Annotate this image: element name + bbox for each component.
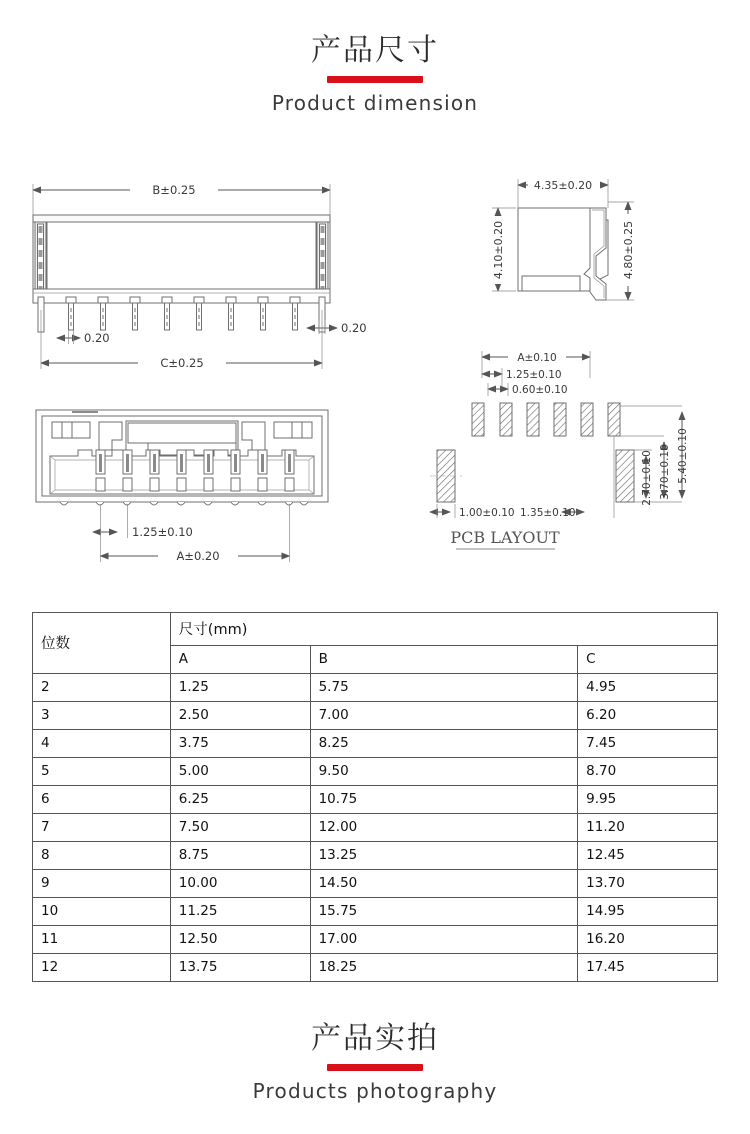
cell-positions: 9 <box>33 870 171 898</box>
dimension-table-body <box>33 674 718 982</box>
table-header-row-group <box>33 613 718 646</box>
header-col-c: C <box>578 646 718 674</box>
cell-b: 9.50 <box>310 758 578 786</box>
cell-positions: 10 <box>33 898 171 926</box>
drawings-svg <box>0 160 750 590</box>
dim-label-mount-offset-1: 2.70±0.10 <box>641 450 653 506</box>
header-col-a: A <box>170 646 310 674</box>
technical-drawings-panel <box>0 160 750 590</box>
cell-positions: 7 <box>33 814 171 842</box>
cell-a: 8.75 <box>170 842 310 870</box>
cell-b: 14.50 <box>310 870 578 898</box>
heading-title-en: Product dimension <box>271 90 479 115</box>
cell-positions: 11 <box>33 926 171 954</box>
dim-label-a-bottom: A±0.20 <box>176 549 220 563</box>
heading-underline-bar <box>327 1064 423 1071</box>
cell-b: 13.25 <box>310 842 578 870</box>
product-dimension-heading <box>0 32 750 115</box>
cell-b: 7.00 <box>310 702 578 730</box>
table-row <box>33 730 718 758</box>
dim-label-edge-offset: 1.35±0.10 <box>520 507 576 519</box>
cell-positions: 6 <box>33 786 171 814</box>
header-col-b: B <box>310 646 578 674</box>
cell-c: 11.20 <box>578 814 718 842</box>
cell-c: 17.45 <box>578 954 718 982</box>
cell-a: 3.75 <box>170 730 310 758</box>
table-row <box>33 870 718 898</box>
cell-a: 10.00 <box>170 870 310 898</box>
cell-a: 7.50 <box>170 814 310 842</box>
front-view-drawing <box>33 181 367 371</box>
table-row <box>33 674 718 702</box>
dim-label-depth: 4.35±0.20 <box>533 179 593 192</box>
dimension-table-container <box>32 612 718 982</box>
dim-label-pad-span: A±0.10 <box>517 352 557 364</box>
cell-c: 13.70 <box>578 870 718 898</box>
cell-b: 10.75 <box>310 786 578 814</box>
dim-label-b: B±0.25 <box>152 183 196 197</box>
cell-a: 11.25 <box>170 898 310 926</box>
cell-positions: 2 <box>33 674 171 702</box>
header-positions: 位数 <box>33 613 171 674</box>
dim-label-pitch-pcb: 1.25±0.10 <box>506 369 562 381</box>
dim-label-pin-thickness: 0.20 <box>84 331 110 345</box>
cell-positions: 4 <box>33 730 171 758</box>
cell-c: 6.20 <box>578 702 718 730</box>
dim-label-mount-offset-3: 5.40±0.10 <box>677 428 689 484</box>
table-row <box>33 898 718 926</box>
cell-b: 8.25 <box>310 730 578 758</box>
heading-underline-bar <box>327 76 423 83</box>
cell-c: 9.95 <box>578 786 718 814</box>
cell-positions: 8 <box>33 842 171 870</box>
table-row <box>33 758 718 786</box>
table-row <box>33 814 718 842</box>
dim-label-pitch-bottom: 1.25±0.10 <box>132 525 193 539</box>
table-row <box>33 702 718 730</box>
table-row <box>33 786 718 814</box>
bottom-view-drawing <box>36 410 328 564</box>
dim-label-post-thickness: 0.20 <box>341 321 367 335</box>
cell-c: 7.45 <box>578 730 718 758</box>
cell-a: 5.00 <box>170 758 310 786</box>
cell-b: 5.75 <box>310 674 578 702</box>
side-view-drawing <box>490 176 636 300</box>
table-row <box>33 926 718 954</box>
cell-b: 17.00 <box>310 926 578 954</box>
cell-a: 13.75 <box>170 954 310 982</box>
cell-b: 15.75 <box>310 898 578 926</box>
heading-title-cn: 产品尺寸 <box>311 33 439 68</box>
dim-label-pad-width: 0.60±0.10 <box>512 384 568 396</box>
dimension-table <box>32 612 718 982</box>
dim-label-overall-height: 4.80±0.25 <box>622 220 635 280</box>
heading-title-en: Products photography <box>252 1078 498 1103</box>
products-photography-heading <box>0 1020 750 1103</box>
cell-b: 12.00 <box>310 814 578 842</box>
cell-a: 6.25 <box>170 786 310 814</box>
cell-c: 12.45 <box>578 842 718 870</box>
cell-a: 2.50 <box>170 702 310 730</box>
pcb-layout-title: PCB LAYOUT <box>450 528 560 547</box>
cell-c: 16.20 <box>578 926 718 954</box>
table-row <box>33 842 718 870</box>
cell-c: 4.95 <box>578 674 718 702</box>
dim-label-mount-pad-width: 1.00±0.10 <box>459 507 515 519</box>
header-dimension-group: 尺寸(mm) <box>170 613 717 646</box>
cell-positions: 5 <box>33 758 171 786</box>
dim-label-mount-offset-2: 3.70±0.10 <box>659 444 671 500</box>
dim-label-c: C±0.25 <box>160 356 204 370</box>
cell-b: 18.25 <box>310 954 578 982</box>
cell-c: 8.70 <box>578 758 718 786</box>
table-row <box>33 954 718 982</box>
cell-a: 1.25 <box>170 674 310 702</box>
cell-positions: 12 <box>33 954 171 982</box>
cell-c: 14.95 <box>578 898 718 926</box>
pcb-layout-drawing <box>430 349 689 549</box>
heading-title-cn: 产品实拍 <box>311 1021 439 1056</box>
dim-label-body-height: 4.10±0.20 <box>492 220 505 280</box>
cell-a: 12.50 <box>170 926 310 954</box>
cell-positions: 3 <box>33 702 171 730</box>
